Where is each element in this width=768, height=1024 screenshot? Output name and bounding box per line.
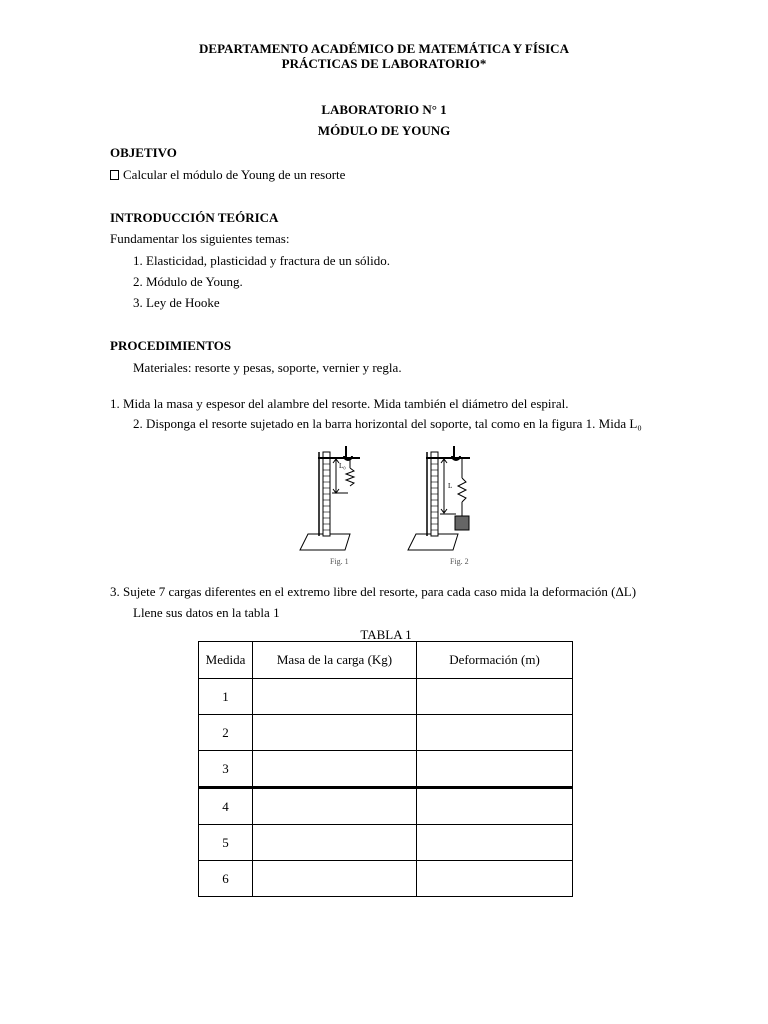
cell-deformacion[interactable] <box>417 679 573 715</box>
cell-masa[interactable] <box>253 825 417 861</box>
table-row <box>199 751 573 788</box>
header-deformacion: Deformación (m) <box>417 642 573 679</box>
figure-1 <box>300 446 360 550</box>
cell-deformacion[interactable] <box>417 715 573 751</box>
cell-deformacion[interactable] <box>417 861 573 897</box>
cell-masa[interactable] <box>253 715 417 751</box>
step-3b: Llene sus datos en la tabla 1 <box>133 605 280 620</box>
spring-figures <box>290 438 490 570</box>
cell-masa[interactable] <box>253 861 417 897</box>
department-title: DEPARTAMENTO ACADÉMICO DE MATEMÁTICA Y FÍSICA <box>199 41 569 56</box>
row-index: 1 <box>199 679 253 715</box>
fig2-caption: Fig. 2 <box>450 557 469 566</box>
practices-title: PRÁCTICAS DE LABORATORIO* <box>281 56 487 71</box>
fig1-caption: Fig. 1 <box>330 557 349 566</box>
table-row <box>199 861 573 897</box>
intro-item-1: 1. Elasticidad, plasticidad y fractura de un sólido. <box>133 253 391 268</box>
step-1: 1. Mida la masa y espesor del alambre del resorte. Mida también el diámetro del espiral. <box>110 396 569 411</box>
row-index: 6 <box>199 861 253 897</box>
table-title: TABLA 1 <box>360 627 412 642</box>
table-row <box>199 788 573 825</box>
bullet-icon <box>110 170 119 180</box>
table-row <box>199 715 573 751</box>
intro-item-2: 2. Módulo de Young. <box>133 274 243 289</box>
intro-text: Fundamentar los siguientes temas: <box>110 231 290 246</box>
cell-deformacion[interactable] <box>417 788 573 825</box>
cell-masa[interactable] <box>253 751 417 788</box>
table-header-row <box>199 642 573 679</box>
table-row <box>199 679 573 715</box>
row-index: 2 <box>199 715 253 751</box>
objetivo-text: Calcular el módulo de Young de un resorte <box>123 167 346 182</box>
header-medida: Medida <box>199 642 253 679</box>
lab-number: LABORATORIO N° 1 <box>321 102 447 117</box>
row-index: 5 <box>199 825 253 861</box>
objetivo-heading: OBJETIVO <box>110 145 177 160</box>
row-index: 3 <box>199 751 253 788</box>
table-row <box>199 825 573 861</box>
intro-item-3: 3. Ley de Hooke <box>133 295 220 310</box>
cell-deformacion[interactable] <box>417 825 573 861</box>
procedimientos-heading: PROCEDIMIENTOS <box>110 338 232 353</box>
figure-2 <box>408 446 470 550</box>
data-table <box>198 641 573 897</box>
lab-title: MÓDULO DE YOUNG <box>317 123 451 138</box>
step-3: 3. Sujete 7 cargas diferentes en el extremo libre del resorte, para cada caso mida la deformación (ΔL) <box>110 584 637 599</box>
label-l0: L₀ <box>339 462 346 470</box>
cell-masa[interactable] <box>253 679 417 715</box>
row-index: 4 <box>199 788 253 825</box>
step-2: 2. Disponga el resorte sujetado en la barra horizontal del soporte, tal como en la figura 1. Mida L₀ <box>133 416 642 431</box>
cell-masa[interactable] <box>253 788 417 825</box>
header-masa: Masa de la carga (Kg) <box>253 642 417 679</box>
materiales-text: Materiales: resorte y pesas, soporte, vernier y regla. <box>133 360 402 375</box>
objetivo-item <box>110 167 345 183</box>
intro-heading: INTRODUCCIÓN TEÓRICA <box>110 210 279 225</box>
cell-deformacion[interactable] <box>417 751 573 788</box>
label-l: L <box>448 482 453 490</box>
